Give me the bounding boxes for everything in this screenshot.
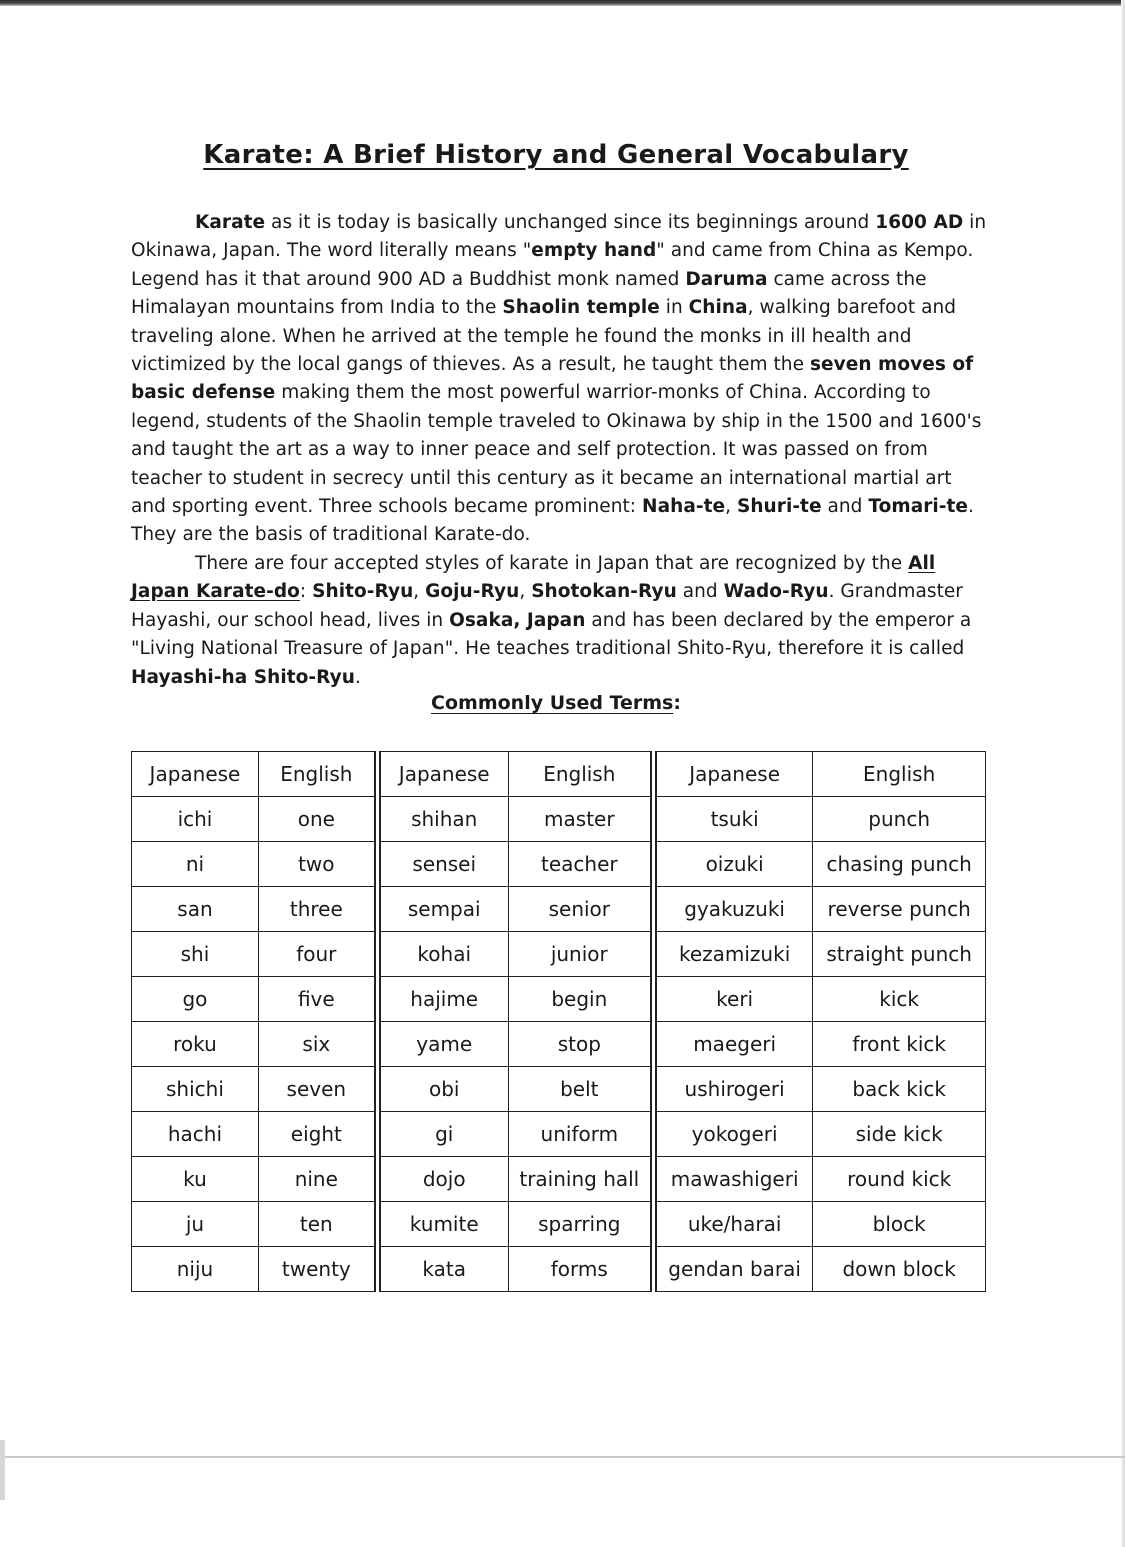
table-cell: straight punch xyxy=(813,932,986,977)
table-cell: yokogeri xyxy=(653,1112,812,1157)
paragraph-history: Karate as it is today is basically unchanged since its beginnings around 1600 AD in Okinawa, Japan. The word literally means "empty hand" and came from China as Kempo. Legend has it that around 900 AD a Buddhist monk named Daruma came across the Himalayan mountains from India to the Shaolin temple in China, walking barefoot and traveling alone. When he arrived at the temple he found the monks in ill health and victimized by the local gangs of thieves. As a result, he taught them the seven moves of basic defense making them the most powerful warrior-monks of China. According to legend, students of the Shaolin temple traveled to Okinawa by ship in the 1500 and 1600's and taught the art as a way to inner peace and self protection. It was passed on from teacher to student in secrecy until this century as it became an international martial art and sporting event. Three schools became prominent: Naha-te, Shuri-te and Tomari-te. They are the basis of traditional Karate-do. xyxy=(131,212,987,546)
table-row xyxy=(132,932,986,977)
table-cell: forms xyxy=(508,1247,653,1292)
table-cell: junior xyxy=(508,932,653,977)
table-row xyxy=(132,887,986,932)
table-cell: master xyxy=(508,797,653,842)
table-row xyxy=(132,1247,986,1292)
table-cell: kick xyxy=(813,977,986,1022)
table-cell: kata xyxy=(377,1247,508,1292)
table-cell: five xyxy=(258,977,377,1022)
table-cell: eight xyxy=(258,1112,377,1157)
table-cell: ushirogeri xyxy=(653,1067,812,1112)
table-cell: roku xyxy=(132,1022,259,1067)
column-header: English xyxy=(508,752,653,797)
table-row xyxy=(132,1067,986,1112)
table-cell: shichi xyxy=(132,1067,259,1112)
column-header: English xyxy=(258,752,377,797)
table-cell: shihan xyxy=(377,797,508,842)
column-header: Japanese xyxy=(132,752,259,797)
scan-edge-right xyxy=(1121,0,1125,1547)
table-cell: ni xyxy=(132,842,259,887)
table-cell: chasing punch xyxy=(813,842,986,887)
table-cell: kumite xyxy=(377,1202,508,1247)
table-cell: three xyxy=(258,887,377,932)
scan-edge-left xyxy=(0,1440,5,1500)
table-cell: nine xyxy=(258,1157,377,1202)
table-cell: sempai xyxy=(377,887,508,932)
terms-table xyxy=(131,751,986,1292)
table-cell: go xyxy=(132,977,259,1022)
table-cell: teacher xyxy=(508,842,653,887)
column-header: Japanese xyxy=(653,752,812,797)
table-cell: hachi xyxy=(132,1112,259,1157)
table-row xyxy=(132,977,986,1022)
table-cell: belt xyxy=(508,1067,653,1112)
table-cell: maegeri xyxy=(653,1022,812,1067)
table-cell: tsuki xyxy=(653,797,812,842)
table-cell: twenty xyxy=(258,1247,377,1292)
table-row xyxy=(132,1112,986,1157)
table-row xyxy=(132,842,986,887)
table-row xyxy=(132,1157,986,1202)
table-row xyxy=(132,1022,986,1067)
table-cell: two xyxy=(258,842,377,887)
table-cell: front kick xyxy=(813,1022,986,1067)
table-cell: mawashigeri xyxy=(653,1157,812,1202)
table-cell: hajime xyxy=(377,977,508,1022)
table-row xyxy=(132,1202,986,1247)
table-cell: niju xyxy=(132,1247,259,1292)
table-cell: ju xyxy=(132,1202,259,1247)
column-header: Japanese xyxy=(377,752,508,797)
table-cell: stop xyxy=(508,1022,653,1067)
scan-edge-top xyxy=(0,0,1125,6)
table-cell: sensei xyxy=(377,842,508,887)
table-cell: punch xyxy=(813,797,986,842)
table-cell: training hall xyxy=(508,1157,653,1202)
table-cell: gyakuzuki xyxy=(653,887,812,932)
table-cell: reverse punch xyxy=(813,887,986,932)
table-cell: kohai xyxy=(377,932,508,977)
page-title: Karate: A Brief History and General Vocabulary xyxy=(203,140,909,170)
table-cell: ku xyxy=(132,1157,259,1202)
scan-edge-bottom xyxy=(0,1456,1125,1458)
table-cell: uke/harai xyxy=(653,1202,812,1247)
table-cell: gendan barai xyxy=(653,1247,812,1292)
history-text xyxy=(131,209,991,692)
table-cell: obi xyxy=(377,1067,508,1112)
table-cell: gi xyxy=(377,1112,508,1157)
table-cell: one xyxy=(258,797,377,842)
table-cell: side kick xyxy=(813,1112,986,1157)
table-header-row xyxy=(132,752,986,797)
table-row xyxy=(132,797,986,842)
table-cell: four xyxy=(258,932,377,977)
table-cell: dojo xyxy=(377,1157,508,1202)
table-cell: sparring xyxy=(508,1202,653,1247)
table-cell: ten xyxy=(258,1202,377,1247)
table-cell: down block xyxy=(813,1247,986,1292)
table-cell: round kick xyxy=(813,1157,986,1202)
terms-heading: Commonly Used Terms: xyxy=(431,692,681,714)
table-cell: yame xyxy=(377,1022,508,1067)
table-cell: ichi xyxy=(132,797,259,842)
table-cell: uniform xyxy=(508,1112,653,1157)
table-cell: back kick xyxy=(813,1067,986,1112)
table-cell: shi xyxy=(132,932,259,977)
table-cell: kezamizuki xyxy=(653,932,812,977)
table-cell: keri xyxy=(653,977,812,1022)
table-cell: begin xyxy=(508,977,653,1022)
table-cell: senior xyxy=(508,887,653,932)
paragraph-styles: There are four accepted styles of karate in Japan that are recognized by the All Japan Karate-do: Shito-Ryu, Goju-Ryu, Shotokan-Ryu and Wado-Ryu. Grandmaster Hayashi, our school head, lives in Osaka, Japan and has been declared by the emperor a "Living National Treasure of Japan". He teaches traditional Shito-Ryu, therefore it is called Hayashi-ha Shito-Ryu. xyxy=(131,552,972,688)
column-header: English xyxy=(813,752,986,797)
table-cell: seven xyxy=(258,1067,377,1112)
table-cell: block xyxy=(813,1202,986,1247)
table-cell: oizuki xyxy=(653,842,812,887)
table-cell: san xyxy=(132,887,259,932)
table-cell: six xyxy=(258,1022,377,1067)
